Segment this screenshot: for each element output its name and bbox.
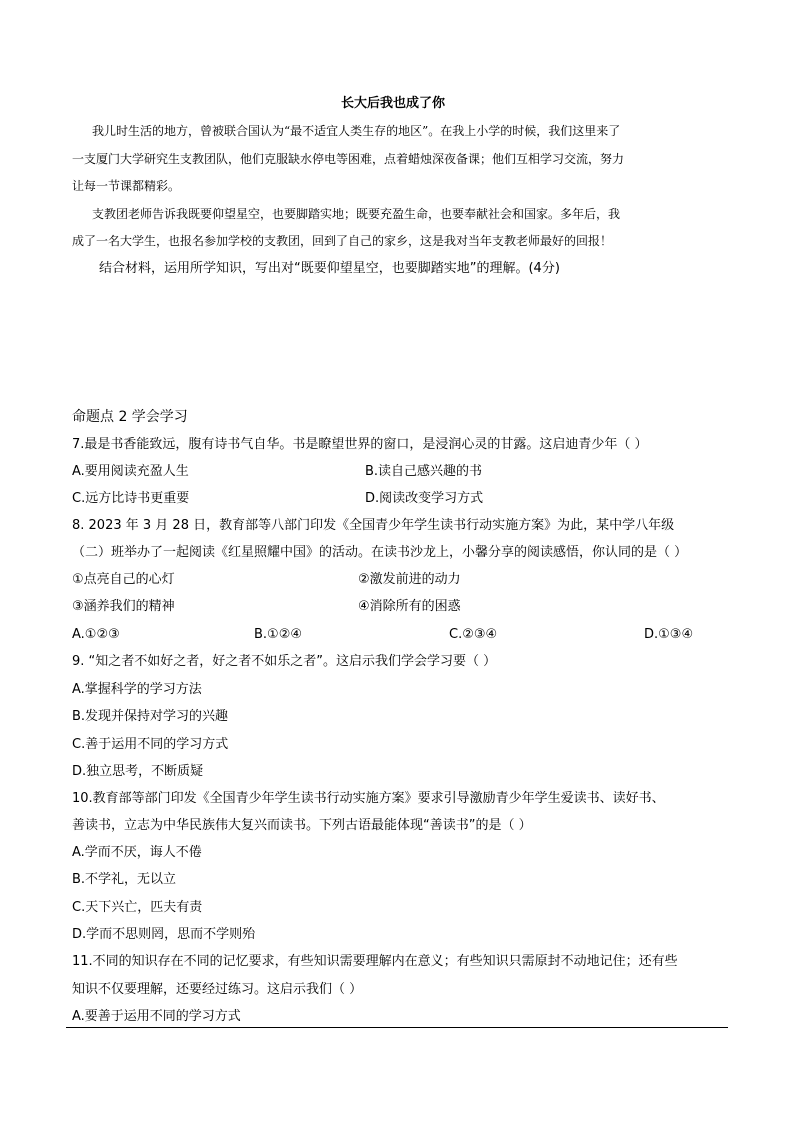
q8-stem-line-2: （二）班举办了一起阅读《红星照耀中国》的活动。在读书沙龙上，小馨分享的阅读感悟，你认同的是（ ） [72, 545, 688, 560]
q8-stem-line-1: 8. 2023 年 3 月 28 日，教育部等八部门印发《全国青少年学生读书行动实施方案》为此，某中学八年级 [72, 518, 675, 533]
q11-stem-line-1: 11.不同的知识存在不同的记忆要求，有些知识需要理解内在意义；有些知识只需原封不动地记住；还有些 [72, 954, 678, 969]
q8-option-d: D.①③④ [644, 627, 694, 642]
q8-option-c: C.②③④ [449, 627, 498, 642]
q7-stem: 7.最是书香能致远，腹有诗书气自华。书是瞭望世界的窗口，是浸润心灵的甘露。这启迪青少年（ ） [72, 437, 648, 452]
reading-paragraph-2-line-2: 成了一名大学生，也报名参加学校的支教团，回到了自己的家乡，这是我对当年支教老师最好的回报！ [72, 234, 613, 248]
reading-paragraph-1-line-3: 让每一节课都精彩。 [72, 179, 181, 193]
q7-option-c: C.远方比诗书更重要 [72, 491, 190, 506]
reading-paragraph-2-line-1: 支教团老师告诉我既要仰望星空，也要脚踏实地；既要充盈生命，也要奉献社会和国家。多年后，我 [92, 207, 621, 221]
q10-option-a: A.学而不厌，诲人不倦 [72, 845, 202, 860]
q9-option-a: A.掌握科学的学习方法 [72, 682, 202, 697]
q9-stem: 9. “知之者不如好之者，好之者不如乐之者”。这启示我们学会学习要（ ） [72, 654, 497, 669]
q10-stem-line-2: 善读书，立志为中华民族伟大复兴而读书。下列古语最能体现“善读书”的是（ ） [72, 818, 532, 833]
q8-statement-1: ①点亮自己的心灯 [72, 572, 175, 587]
q9-option-c: C.善于运用不同的学习方式 [72, 737, 229, 752]
q7-option-b: B.读自己感兴趣的书 [365, 464, 483, 479]
q11-option-a: A.要善于运用不同的学习方式 [72, 1009, 241, 1024]
q8-option-a: A.①②③ [72, 627, 120, 642]
q10-option-c: C.天下兴亡，匹夫有责 [72, 900, 203, 915]
q10-option-b: B.不学礼，无以立 [72, 872, 177, 887]
q8-statement-4: ④消除所有的困惑 [358, 599, 461, 614]
q11-stem-line-2: 知识不仅要理解，还要经过练习。这启示我们（ ） [72, 982, 363, 997]
reading-question: 结合材料，运用所学知识，写出对“既要仰望星空，也要脚踏实地”的理解。(4分) [99, 261, 560, 276]
q8-statement-3: ③涵养我们的精神 [72, 599, 175, 614]
reading-paragraph-1-line-2: 一支厦门大学研究生支教团队，他们克服缺水停电等困难，点着蜡烛深夜备课；他们互相学习交流，努力 [72, 152, 625, 166]
q10-stem-line-1: 10.教育部等部门印发《全国青少年学生读书行动实施方案》要求引导激励青少年学生爱读书、读好书、 [72, 791, 665, 806]
q9-option-d: D.独立思考，不断质疑 [72, 764, 204, 779]
q9-option-b: B.发现并保持对学习的兴趣 [72, 709, 229, 724]
section-heading: 命题点 2 学会学习 [72, 409, 188, 425]
reading-paragraph-1-line-1: 我儿时生活的地方，曾被联合国认为“最不适宜人类生存的地区”。在我上小学的时候，我们这里来了 [92, 124, 621, 138]
q10-option-d: D.学而不思则罔，思而不学则殆 [72, 927, 256, 942]
bottom-divider [66, 1027, 728, 1028]
q8-option-b: B.①②④ [254, 627, 303, 642]
reading-title: 长大后我也成了你 [341, 96, 446, 111]
q7-option-a: A.要用阅读充盈人生 [72, 464, 189, 479]
q7-option-d: D.阅读改变学习方式 [365, 491, 484, 506]
q8-statement-2: ②激发前进的动力 [358, 572, 461, 587]
